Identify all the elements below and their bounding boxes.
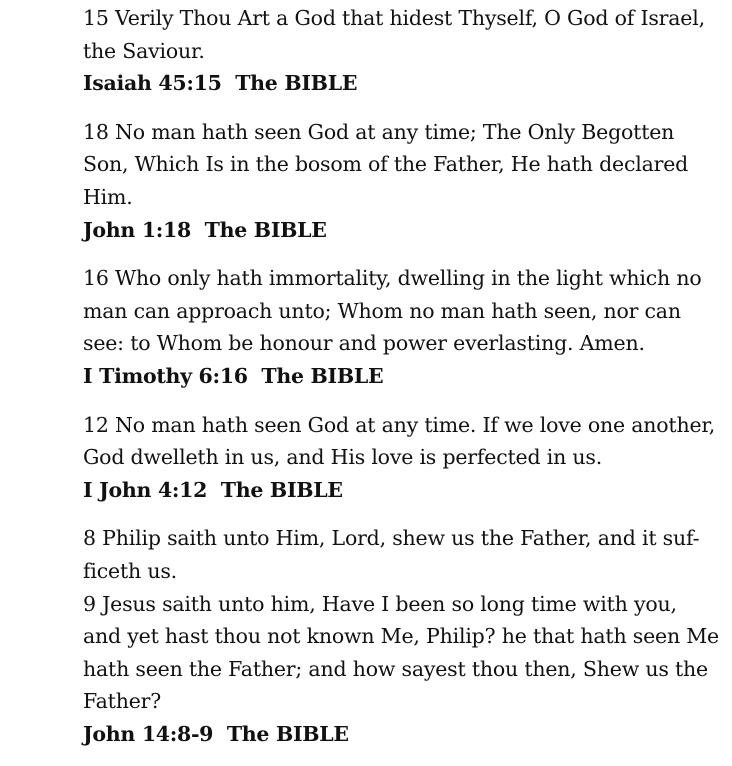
- verse-reference: John 14:8-9 The BIBLE: [83, 721, 349, 746]
- verse-line: God dwelleth in us, and His love is perfected in us.: [83, 445, 603, 470]
- scripture-document: [83, 2, 723, 766]
- passage-john-14-8-9: [83, 522, 723, 750]
- verse-line: Father?: [83, 689, 162, 714]
- verse-reference: I Timothy 6:16 The BIBLE: [83, 363, 384, 388]
- passage-john-1-18: [83, 116, 723, 246]
- verse-line: 18 No man hath seen God at any time; The Only Begotten: [83, 119, 675, 144]
- verse-line: hath seen the Father; and how sayest thou then, Shew us the: [83, 656, 708, 681]
- verse-line: Son, Which Is in the bosom of the Father, He hath declared: [83, 152, 689, 177]
- verse-line: man can approach unto; Whom no man hath seen, nor can: [83, 298, 681, 323]
- verse-line: 12 No man hath seen God at any time. If we love one another,: [83, 412, 716, 437]
- verse-reference: Isaiah 45:15 The BIBLE: [83, 71, 358, 96]
- verse-line: Him.: [83, 184, 133, 209]
- passage-1-timothy-6-16: [83, 262, 723, 392]
- verse-line: 9 Jesus saith unto him, Have I been so long time with you,: [83, 591, 677, 616]
- verse-line: see: to Whom be honour and power everlasting. Amen.: [83, 331, 645, 356]
- verse-line: and yet hast thou not known Me, Philip? he that hath seen Me: [83, 624, 719, 649]
- verse-reference: I John 4:12 The BIBLE: [83, 477, 343, 502]
- verse-line: 8 Philip saith unto Him, Lord, shew us the Father, and it suf-: [83, 526, 700, 551]
- passage-isaiah-45-15: [83, 2, 723, 100]
- passage-1-john-4-12: [83, 409, 723, 507]
- verse-line: the Saviour.: [83, 38, 205, 63]
- verse-line: 15 Verily Thou Art a God that hidest Thyself, O God of Israel,: [83, 6, 705, 30]
- verse-reference: John 1:18 The BIBLE: [83, 217, 327, 242]
- verse-line: 16 Who only hath immortality, dwelling in the light which no: [83, 266, 702, 291]
- verse-line: ficeth us.: [83, 558, 177, 583]
